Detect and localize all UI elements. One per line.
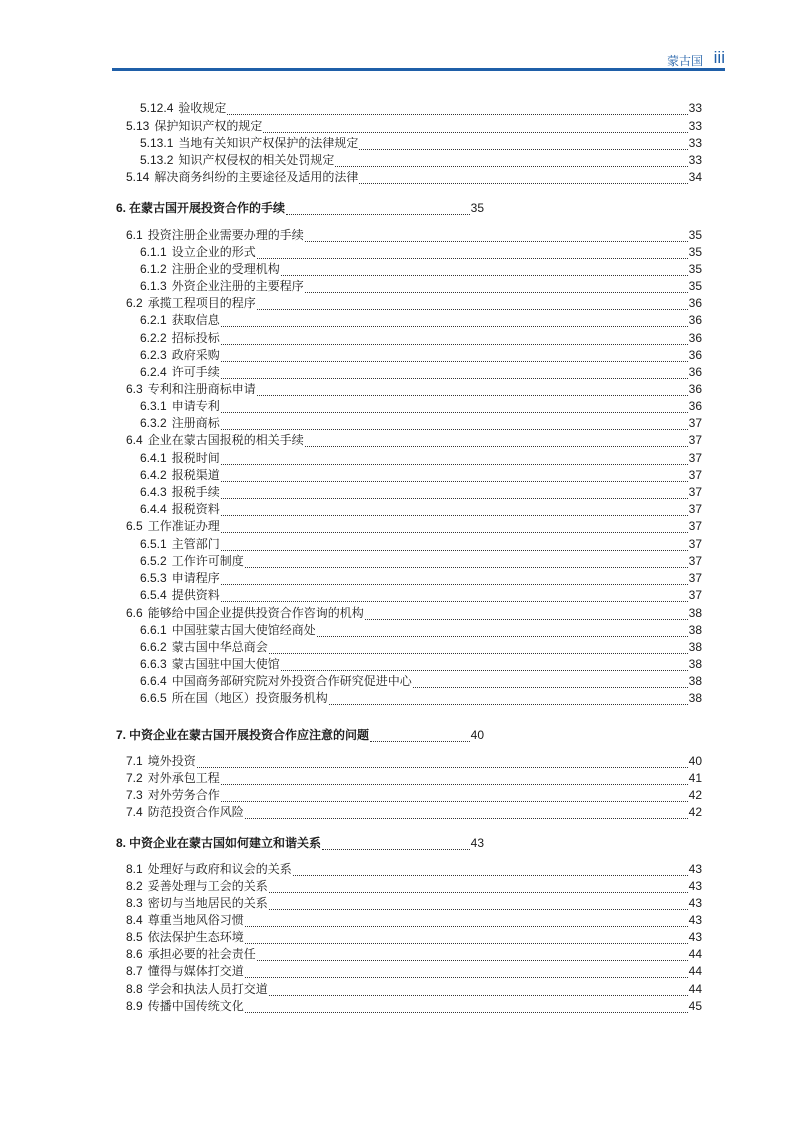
toc-entry-number: 6.6.4 [140, 674, 167, 688]
toc-entry-page: 36 [688, 382, 702, 396]
toc-entry-page: 35 [688, 228, 702, 242]
toc-entry-title: 投资注册企业需要办理的手续 [147, 228, 304, 242]
toc-entry-number: 6.4.2 [140, 468, 167, 482]
toc-leader-dots [286, 204, 470, 215]
toc-entry-title: 懂得与媒体打交道 [147, 964, 244, 978]
toc-entry-title: 获取信息 [171, 313, 220, 327]
toc-entry-title: 许可手续 [171, 365, 220, 379]
toc-entry-number: 7. [116, 728, 127, 742]
toc-entry-page: 44 [688, 964, 702, 978]
toc-entry-number: 8.7 [126, 964, 143, 978]
toc-entry-page: 43 [688, 862, 702, 876]
toc-leader-dots [221, 591, 688, 602]
toc-leader-dots [329, 694, 688, 705]
toc-entry-number: 6.4.4 [140, 502, 167, 516]
toc-entry[interactable] [140, 258, 702, 276]
toc-entry[interactable] [140, 687, 702, 705]
toc-entry-title: 工作准证办理 [147, 519, 220, 533]
toc-entry-title: 注册企业的受理机构 [171, 262, 280, 276]
toc-entry-page: 43 [688, 896, 702, 910]
toc-entry[interactable] [126, 515, 702, 533]
toc-entry-title: 处理好与政府和议会的关系 [147, 862, 292, 876]
toc-entry-number: 8. [116, 836, 127, 850]
toc-entry-title: 对外劳务合作 [147, 788, 220, 802]
toc-entry-number: 6.1.3 [140, 279, 167, 293]
toc-entry-number: 6.3 [126, 382, 143, 396]
toc-entry[interactable] [126, 767, 702, 785]
toc-entry-title: 专利和注册商标申请 [147, 382, 256, 396]
toc-entry-number: 6.5.1 [140, 537, 167, 551]
toc-entry-number: 6.5 [126, 519, 143, 533]
toc-entry-page: 33 [688, 136, 702, 150]
toc-leader-dots [359, 173, 687, 184]
toc-leader-dots [221, 316, 688, 327]
toc-entry-page: 38 [688, 674, 702, 688]
toc-entry-number: 6.6.3 [140, 657, 167, 671]
toc-entry-title: 验收规定 [178, 101, 227, 115]
toc-entry-number: 6.4 [126, 433, 143, 447]
toc-entry-page: 35 [470, 201, 484, 215]
toc-entry[interactable] [140, 498, 702, 516]
toc-entry[interactable] [140, 670, 702, 688]
toc-entry[interactable] [140, 447, 702, 465]
toc-entry-page: 37 [688, 571, 702, 585]
toc-entry-title: 政府采购 [171, 348, 220, 362]
toc-leader-dots [221, 522, 688, 533]
toc-leader-dots [245, 967, 688, 978]
toc-entry-number: 6.2.4 [140, 365, 167, 379]
toc-entry[interactable] [126, 875, 702, 893]
toc-entry[interactable] [140, 97, 702, 115]
toc-entry[interactable] [126, 378, 702, 396]
toc-entry-title: 境外投资 [147, 754, 196, 768]
toc-entry[interactable] [140, 361, 702, 379]
toc-entry-number: 6.2.3 [140, 348, 167, 362]
toc-entry[interactable] [140, 275, 702, 293]
toc-entry[interactable] [140, 149, 702, 167]
toc-leader-dots [245, 1002, 688, 1013]
toc-entry[interactable] [140, 309, 702, 327]
toc-entry-title: 中国驻蒙古国大使馆经商处 [171, 623, 316, 637]
toc-entry-page: 42 [688, 805, 702, 819]
toc-entry-title: 当地有关知识产权保护的法律规定 [178, 136, 359, 150]
toc-entry[interactable] [140, 619, 702, 637]
toc-entry-page: 35 [688, 245, 702, 259]
toc-entry-page: 38 [688, 623, 702, 637]
toc-entry-page: 36 [688, 313, 702, 327]
toc-entry-number: 6.1 [126, 228, 143, 242]
toc-entry-title: 对外承包工程 [147, 771, 220, 785]
toc-entry-number: 6.4.1 [140, 451, 167, 465]
toc-entry[interactable] [126, 926, 702, 944]
toc-entry-number: 8.1 [126, 862, 143, 876]
toc-entry-page: 38 [688, 657, 702, 671]
toc-entry[interactable] [140, 481, 702, 499]
toc-entry-page: 37 [688, 554, 702, 568]
toc-entry-page: 37 [688, 468, 702, 482]
toc-entry-title: 报税资料 [171, 502, 220, 516]
toc-entry-page: 43 [688, 913, 702, 927]
toc-entry-title: 能够给中国企业提供投资合作咨询的机构 [147, 606, 364, 620]
toc-entry-number: 8.4 [126, 913, 143, 927]
toc-entry[interactable] [140, 132, 702, 150]
toc-chapter[interactable] [116, 832, 484, 850]
toc-leader-dots [227, 104, 687, 115]
toc-entry[interactable] [126, 224, 702, 242]
toc-entry-title: 主管部门 [171, 537, 220, 551]
header-page-number: iii [713, 48, 725, 67]
toc-entry[interactable] [126, 995, 702, 1013]
toc-entry-number: 8.2 [126, 879, 143, 893]
toc-entry-page: 44 [688, 947, 702, 961]
toc-entry-number: 6.2 [126, 296, 143, 310]
toc-entry-page: 35 [688, 279, 702, 293]
toc-entry[interactable] [140, 584, 702, 602]
toc-entry-number: 8.5 [126, 930, 143, 944]
toc-entry-title: 依法保护生态环境 [147, 930, 244, 944]
toc-entry-page: 36 [688, 296, 702, 310]
toc-entry-page: 37 [688, 416, 702, 430]
toc-entry[interactable] [126, 858, 702, 876]
toc-entry[interactable] [140, 533, 702, 551]
toc-entry[interactable] [140, 395, 702, 413]
toc-entry-title: 承揽工程项目的程序 [147, 296, 256, 310]
toc-entry-number: 6.1.2 [140, 262, 167, 276]
toc-entry-page: 37 [688, 502, 702, 516]
toc-leader-dots [245, 808, 688, 819]
toc-entry[interactable] [126, 292, 702, 310]
toc-chapter[interactable] [116, 724, 484, 742]
toc-entry-page: 38 [688, 606, 702, 620]
toc-entry-page: 43 [688, 930, 702, 944]
toc-entry-title: 设立企业的形式 [171, 245, 256, 259]
toc-entry-number: 5.13.1 [140, 136, 174, 150]
toc-entry-title: 承担必要的社会责任 [147, 947, 256, 961]
toc-entry[interactable] [140, 653, 702, 671]
toc-entry-title: 中资企业在蒙古国开展投资合作应注意的问题 [129, 728, 370, 742]
toc-entry-page: 33 [688, 119, 702, 133]
toc-entry-title: 报税手续 [171, 485, 220, 499]
toc-leader-dots [305, 436, 688, 447]
toc-entry-page: 37 [688, 519, 702, 533]
header-rule [112, 68, 725, 71]
toc-entry[interactable] [140, 464, 702, 482]
toc-entry-page: 38 [688, 691, 702, 705]
toc-entry-title: 注册商标 [171, 416, 220, 430]
toc-entry[interactable] [126, 801, 702, 819]
toc-entry[interactable] [126, 784, 702, 802]
toc-entry-number: 6.5.3 [140, 571, 167, 585]
toc-entry-number: 6.5.2 [140, 554, 167, 568]
toc-entry-title: 招标投标 [171, 331, 220, 345]
toc-entry-title: 蒙古国驻中国大使馆 [171, 657, 280, 671]
toc-entry-number: 7.2 [126, 771, 143, 785]
toc-entry-number: 8.6 [126, 947, 143, 961]
toc-entry-title: 企业在蒙古国报税的相关手续 [147, 433, 304, 447]
header-title: 蒙古国 [666, 54, 703, 68]
toc-entry-number: 6.6 [126, 606, 143, 620]
toc-entry-number: 6.1.1 [140, 245, 167, 259]
toc-entry-title: 防范投资合作风险 [147, 805, 244, 819]
toc-entry[interactable] [126, 960, 702, 978]
toc-entry-number: 7.1 [126, 754, 143, 768]
toc-entry-title: 学会和执法人员打交道 [147, 982, 268, 996]
toc-entry-number: 5.12.4 [140, 101, 174, 115]
toc-entry-title: 申请程序 [171, 571, 220, 585]
toc-entry-number: 5.13.2 [140, 153, 174, 167]
toc-entry-page: 41 [688, 771, 702, 785]
toc-entry-page: 33 [688, 153, 702, 167]
toc-entry-number: 6.6.1 [140, 623, 167, 637]
toc-entry-number: 6.4.3 [140, 485, 167, 499]
toc-leader-dots [322, 839, 470, 850]
toc-entry-title: 在蒙古国开展投资合作的手续 [129, 201, 286, 215]
toc-entry-page: 37 [688, 537, 702, 551]
toc-entry-title: 保护知识产权的规定 [154, 119, 263, 133]
toc-entry-page: 40 [470, 728, 484, 742]
toc-entry-page: 37 [688, 451, 702, 465]
toc-entry-page: 42 [688, 788, 702, 802]
toc-entry-page: 37 [688, 588, 702, 602]
toc-entry-page: 36 [688, 399, 702, 413]
toc-entry[interactable] [126, 602, 702, 620]
toc-entry-page: 34 [688, 170, 702, 184]
toc-entry-title: 尊重当地风俗习惯 [147, 913, 244, 927]
toc-entry-page: 44 [688, 982, 702, 996]
toc-entry-number: 6. [116, 201, 127, 215]
page-header [112, 46, 725, 76]
toc-entry-number: 6.2.1 [140, 313, 167, 327]
toc-entry[interactable] [126, 909, 702, 927]
toc-entry-page: 43 [688, 879, 702, 893]
toc-entry-number: 6.3.2 [140, 416, 167, 430]
toc-entry-page: 43 [470, 836, 484, 850]
toc-entry-page: 36 [688, 331, 702, 345]
toc-entry[interactable] [126, 943, 702, 961]
toc-entry[interactable] [126, 750, 702, 768]
toc-entry[interactable] [126, 429, 702, 447]
toc-entry-number: 6.2.2 [140, 331, 167, 345]
toc-entry-title: 提供资料 [171, 588, 220, 602]
toc-entry-title: 解决商务纠纷的主要途径及适用的法律 [154, 170, 359, 184]
toc-entry[interactable] [140, 412, 702, 430]
toc-entry[interactable] [140, 327, 702, 345]
toc-entry[interactable] [140, 241, 702, 259]
toc-entry[interactable] [140, 344, 702, 362]
toc-entry-number: 6.5.4 [140, 588, 167, 602]
toc-entry-title: 申请专利 [171, 399, 220, 413]
toc-chapter[interactable] [116, 197, 484, 215]
toc-entry-number: 7.4 [126, 805, 143, 819]
toc-entry[interactable] [140, 636, 702, 654]
toc-entry-title: 妥善处理与工会的关系 [147, 879, 268, 893]
toc-entry-number: 8.8 [126, 982, 143, 996]
toc-entry-page: 36 [688, 348, 702, 362]
toc-entry-title: 外资企业注册的主要程序 [171, 279, 304, 293]
toc-entry-title: 传播中国传统文化 [147, 999, 244, 1013]
toc-entry-page: 35 [688, 262, 702, 276]
toc-entry-page: 37 [688, 433, 702, 447]
toc-entry-page: 33 [688, 101, 702, 115]
toc-entry-number: 6.3.1 [140, 399, 167, 413]
toc-entry-number: 8.3 [126, 896, 143, 910]
toc-entry-page: 40 [688, 754, 702, 768]
toc-entry[interactable] [126, 166, 702, 184]
toc-entry-page: 45 [688, 999, 702, 1013]
toc-entry-title: 蒙古国中华总商会 [171, 640, 268, 654]
toc-entry[interactable] [126, 892, 702, 910]
toc-entry-title: 报税渠道 [171, 468, 220, 482]
toc-entry[interactable] [126, 115, 702, 133]
toc-entry-title: 工作许可制度 [171, 554, 244, 568]
toc-entry-title: 中资企业在蒙古国如何建立和谐关系 [129, 836, 322, 850]
toc-entry-number: 5.13 [126, 119, 150, 133]
toc-entry-title: 所在国（地区）投资服务机构 [171, 691, 328, 705]
toc-entry-page: 38 [688, 640, 702, 654]
toc-entry[interactable] [140, 567, 702, 585]
toc-entry-page: 37 [688, 485, 702, 499]
toc-entry-number: 8.9 [126, 999, 143, 1013]
toc-entry-number: 5.14 [126, 170, 150, 184]
toc-entry[interactable] [140, 550, 702, 568]
toc-entry-title: 密切与当地居民的关系 [147, 896, 268, 910]
toc-leader-dots [370, 731, 470, 742]
toc-entry-number: 7.3 [126, 788, 143, 802]
toc-entry-page: 36 [688, 365, 702, 379]
toc-entry-title: 中国商务部研究院对外投资合作研究促进中心 [171, 674, 412, 688]
toc-entry-number: 6.6.2 [140, 640, 167, 654]
toc-entry-title: 知识产权侵权的相关处罚规定 [178, 153, 335, 167]
toc-entry-title: 报税时间 [171, 451, 220, 465]
toc-entry[interactable] [126, 978, 702, 996]
toc-entry-number: 6.6.5 [140, 691, 167, 705]
